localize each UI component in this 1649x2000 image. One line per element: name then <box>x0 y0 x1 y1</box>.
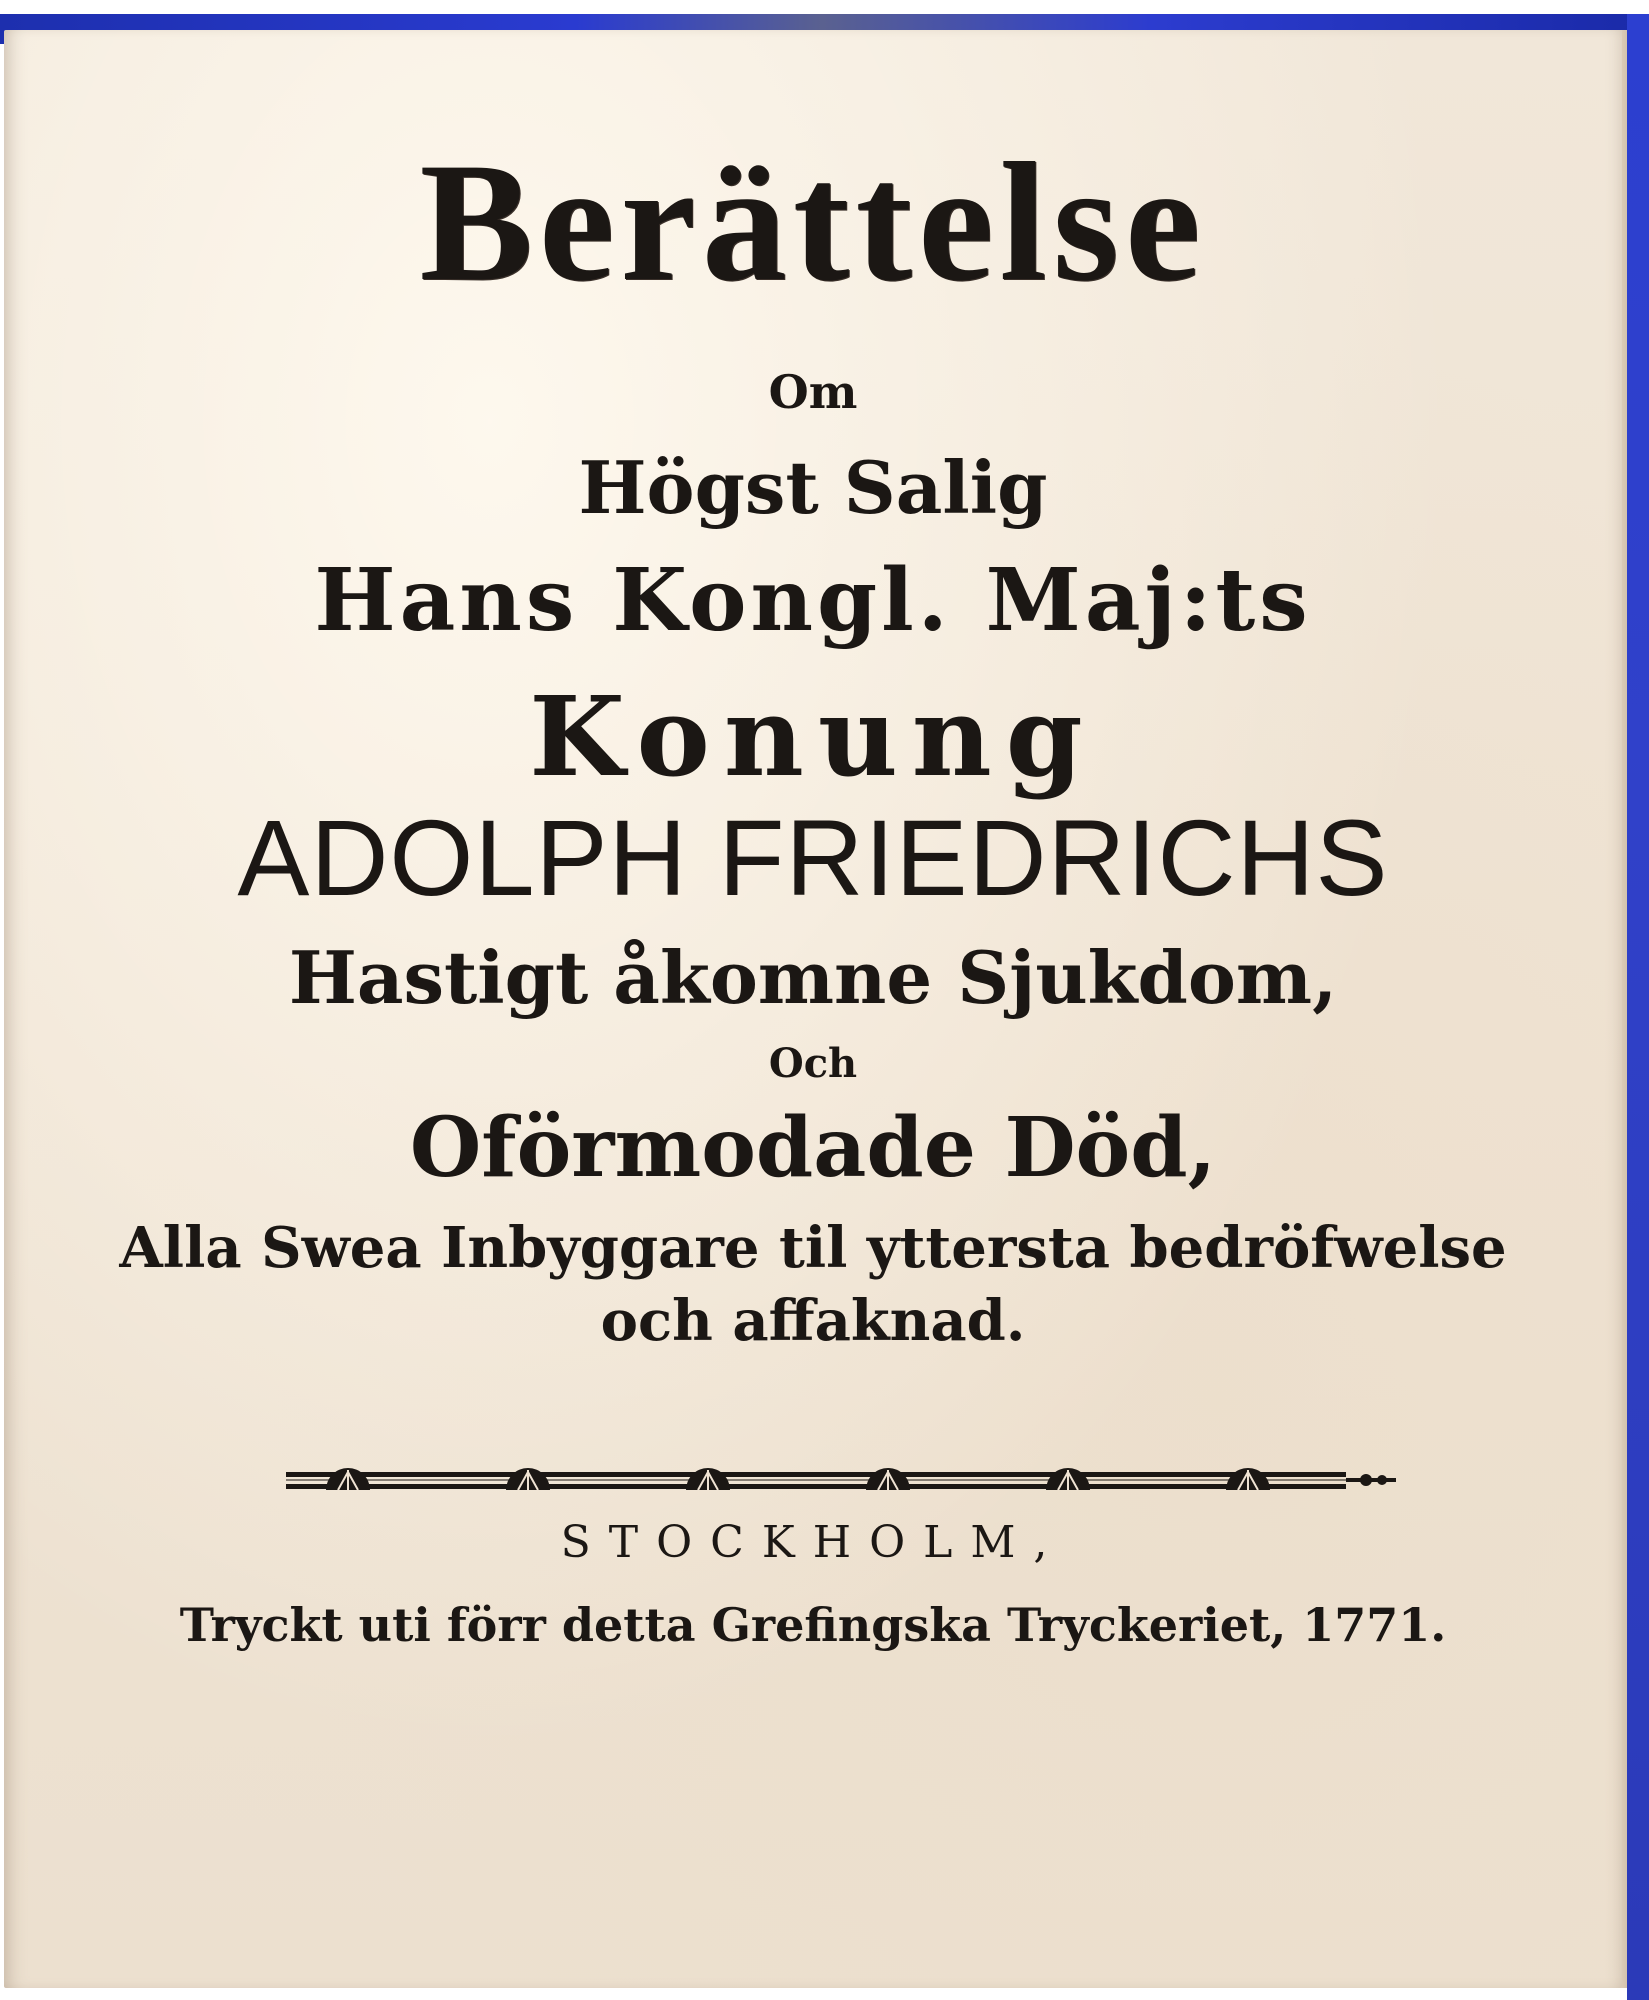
title-hans-kongl: Hans Kongl. Maj:ts <box>314 550 1312 651</box>
imprint-printer-line: Tryckt uti förr detta Grefingska Tryckeriet, 1771. <box>179 1598 1447 1652</box>
book-cover-right-edge <box>1627 14 1649 2000</box>
title-och: Och <box>768 1040 858 1087</box>
imprint-city: STOCKHOLM, <box>560 1517 1066 1568</box>
page <box>4 30 1622 1988</box>
title-alla-swea: Alla Swea Inbyggare til yttersta bedröfwelse <box>119 1215 1507 1281</box>
ornamental-rule <box>286 1460 1404 1502</box>
title-oformodade: Oförmodade Död, <box>409 1100 1217 1196</box>
title-konung: Konung <box>529 672 1097 801</box>
title-king-name: ADOLPH FRIEDRICHS <box>237 797 1389 918</box>
page-title: Berättelse <box>419 128 1207 316</box>
title-och-saknad: och affaknad. <box>600 1288 1026 1354</box>
title-hogst-salig: Högst Salig <box>578 445 1048 530</box>
title-hastigt: Hastigt åkomne Sjukdom, <box>288 935 1338 1020</box>
title-om: Om <box>768 365 858 419</box>
